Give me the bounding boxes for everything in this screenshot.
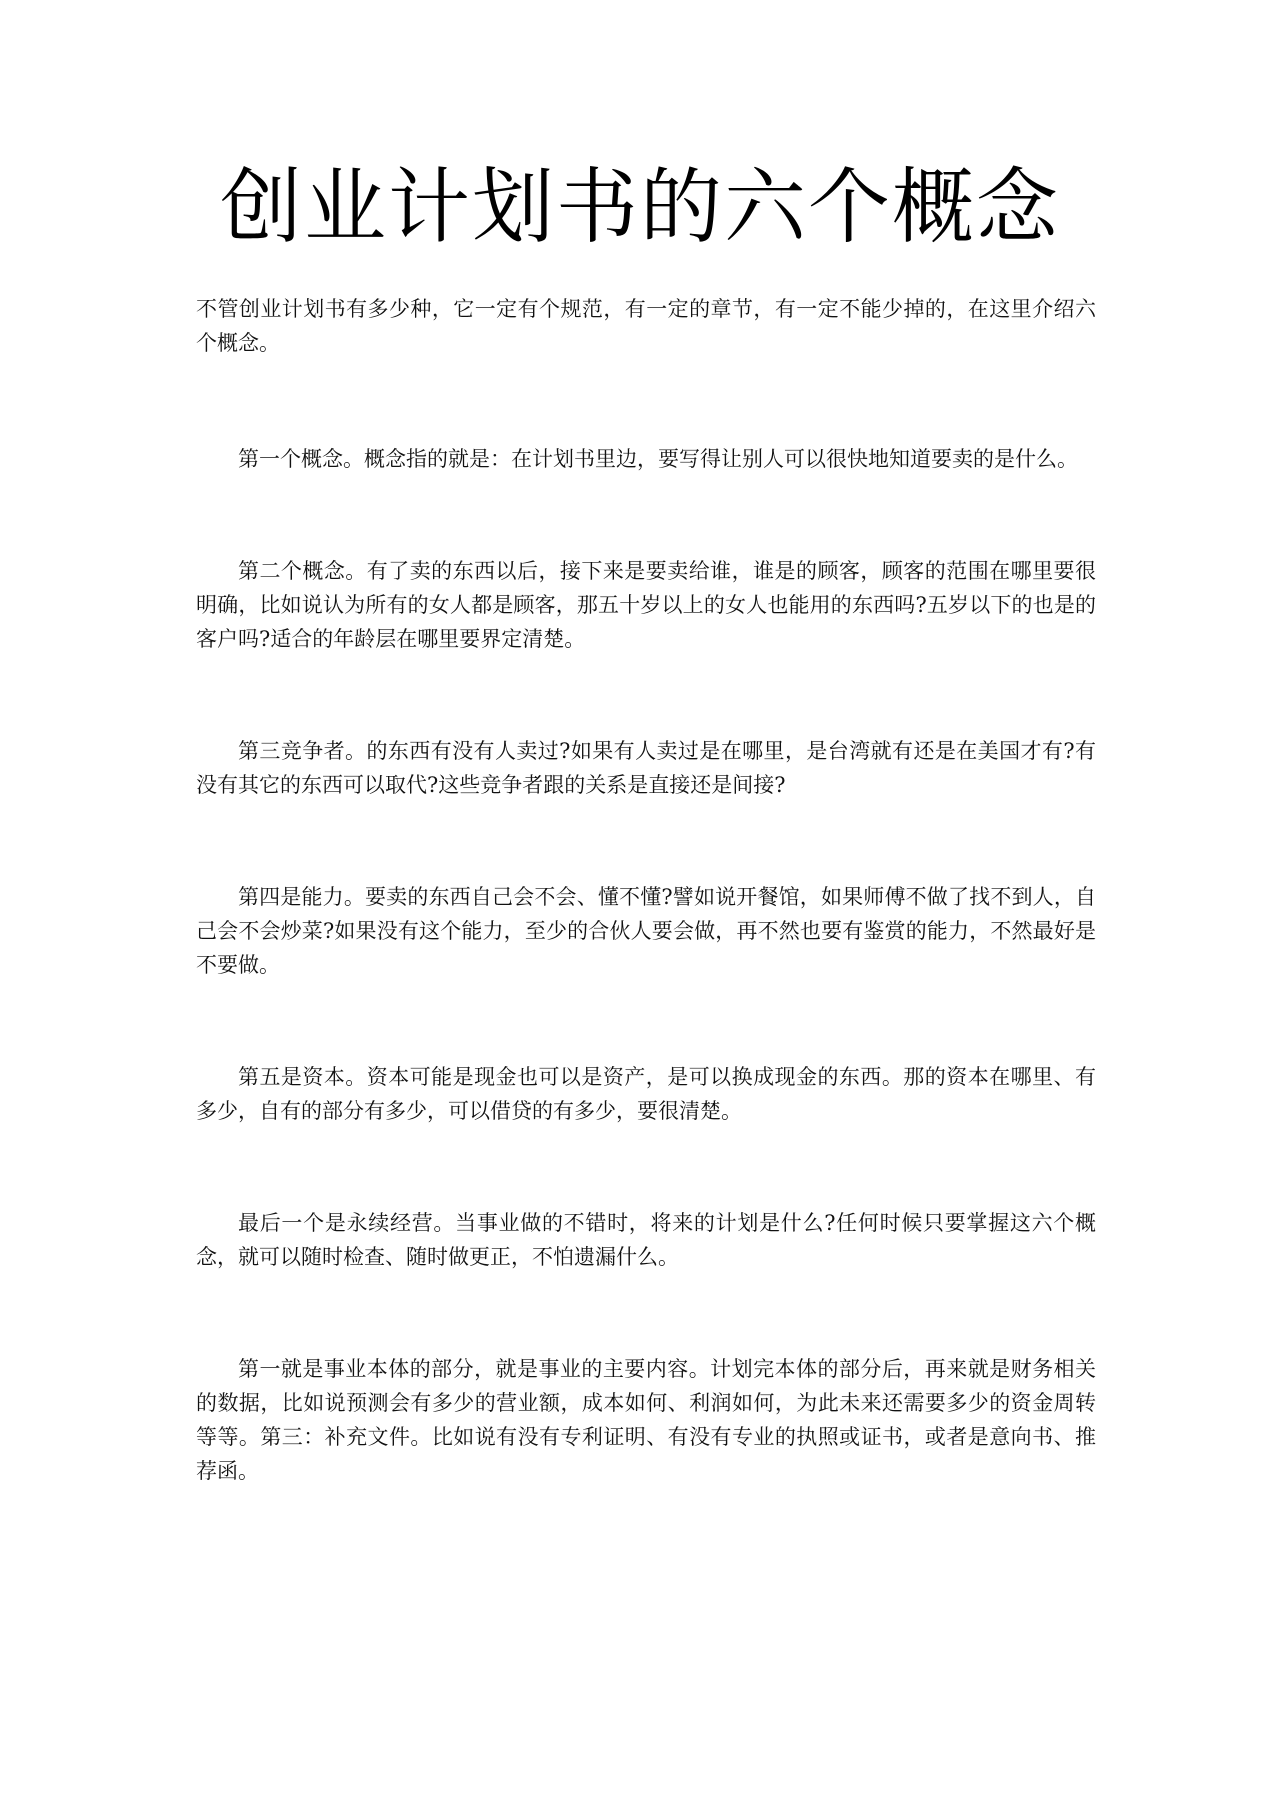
concept-5-paragraph: 第五是资本。资本可能是现金也可以是资产，是可以换成现金的东西。那的资本在哪里、有多少，自有的部分有多少，可以借贷的有多少，要很清楚。 bbox=[196, 1065, 1096, 1123]
summary-paragraph: 第一就是事业本体的部分，就是事业的主要内容。计划完本体的部分后，再来就是财务相关的数据，比如说预测会有多少的营业额，成本如何、利润如何，为此未来还需要多少的资金周转等等。第三：补充文件。比如说有没有专利证明、有没有专业的执照或证书，或者是意向书、推荐函。 bbox=[196, 1357, 1096, 1483]
concept-2-paragraph: 第二个概念。有了卖的东西以后，接下来是要卖给谁，谁是的顾客，顾客的范围在哪里要很明确，比如说认为所有的女人都是顾客，那五十岁以上的女人也能用的东西吗?五岁以下的也是的客户吗?适合的年龄层在哪里要界定清楚。 bbox=[196, 559, 1096, 651]
intro-paragraph: 不管创业计划书有多少种，它一定有个规范，有一定的章节，有一定不能少掉的，在这里介绍六个概念。 bbox=[196, 297, 1096, 355]
concept-6-paragraph: 最后一个是永续经营。当事业做的不错时，将来的计划是什么?任何时候只要掌握这六个概念，就可以随时检查、随时做更正，不怕遗漏什么。 bbox=[196, 1211, 1096, 1269]
document-body bbox=[196, 292, 1096, 1566]
document-title: 创业计划书的六个概念 bbox=[219, 160, 1060, 255]
concept-1-paragraph: 第一个概念。概念指的就是：在计划书里边，要写得让别人可以很快地知道要卖的是什么。 bbox=[238, 447, 1078, 471]
concept-3-paragraph: 第三竞争者。的东西有没有人卖过?如果有人卖过是在哪里，是台湾就有还是在美国才有?有没有其它的东西可以取代?这些竞争者跟的关系是直接还是间接? bbox=[196, 739, 1096, 797]
concept-4-paragraph: 第四是能力。要卖的东西自己会不会、懂不懂?譬如说开餐馆，如果师傅不做了找不到人，自己会不会炒菜?如果没有这个能力，至少的合伙人要会做，再不然也要有鉴赏的能力，不然最好是不要做。 bbox=[196, 885, 1096, 977]
